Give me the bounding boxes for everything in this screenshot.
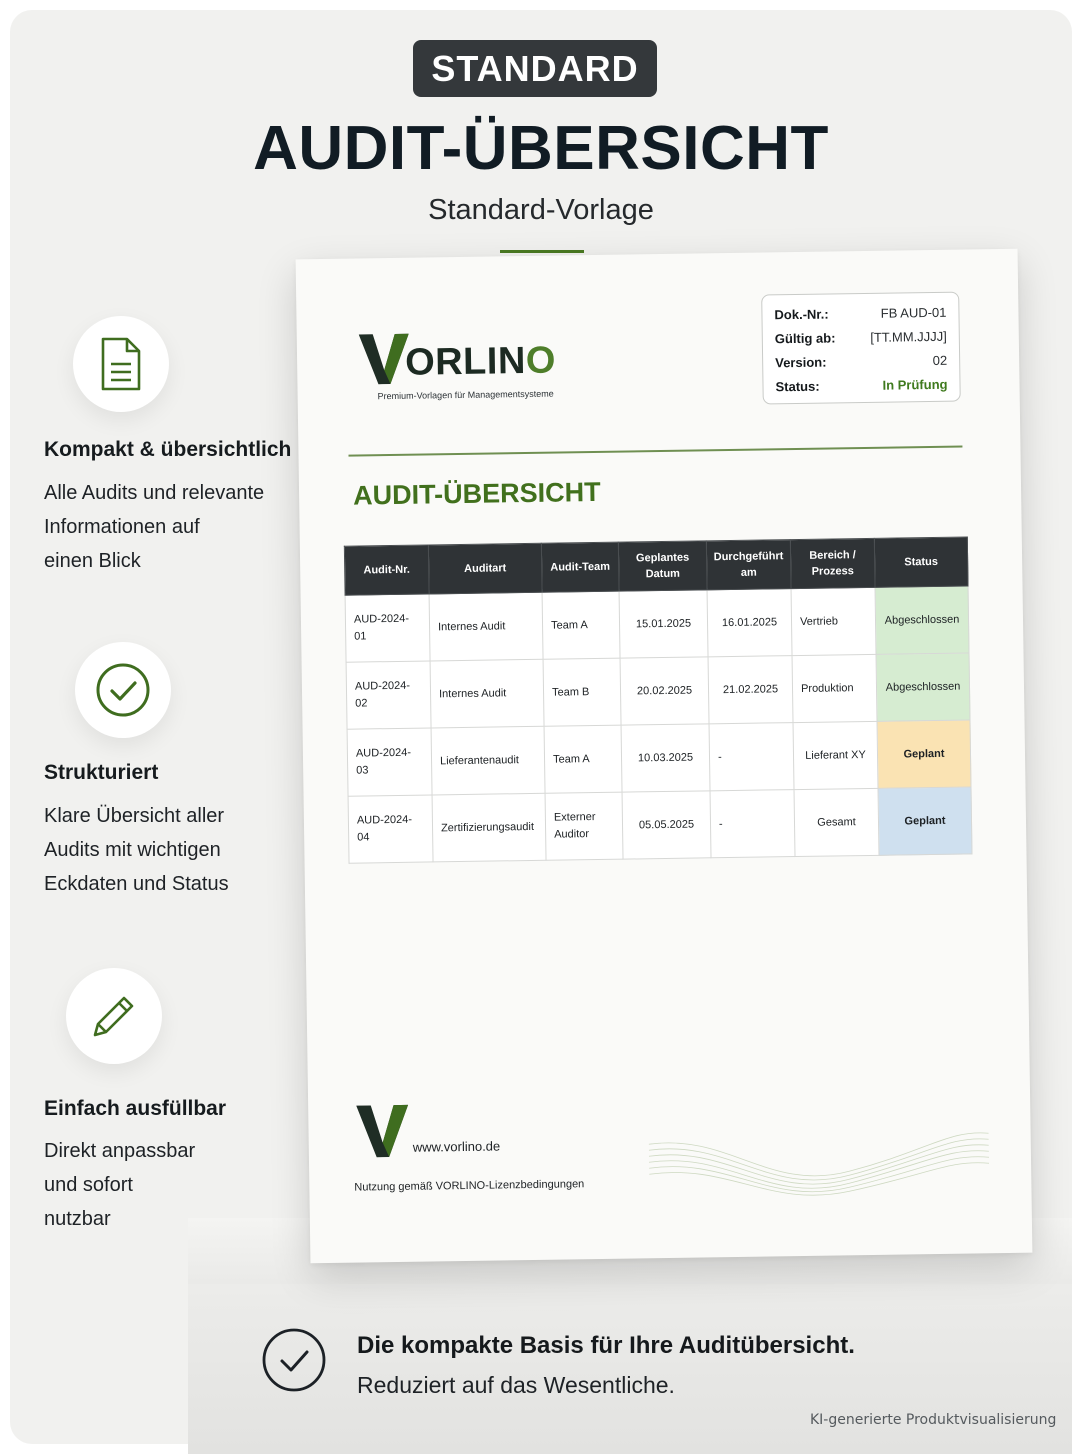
column-header: Durchgeführt am: [706, 540, 791, 590]
table-cell: Internes Audit: [430, 659, 544, 728]
table-cell: Produktion: [792, 654, 877, 722]
bottom-title: Die kompakte Basis für Ihre Auditübersicht.: [357, 1332, 855, 1359]
table-cell: AUD-2024-01: [345, 594, 430, 662]
table-cell: 10.03.2025: [621, 724, 710, 792]
table-row: [346, 653, 970, 729]
meta-row-doc-no: [774, 305, 946, 330]
status-cell: Geplant: [877, 720, 971, 788]
meta-value: [TT.MM.JJJJ]: [870, 328, 947, 345]
status-cell: Geplant: [878, 787, 972, 855]
feature-desc-line: Klare Übersicht aller: [44, 805, 225, 827]
document-heading: AUDIT-ÜBERSICHT: [352, 476, 601, 511]
table-cell: 16.01.2025: [707, 589, 792, 657]
table-cell: Lieferant XY: [793, 721, 878, 789]
column-header: Audit-Nr.: [344, 545, 429, 595]
meta-status-value: In Prüfung: [882, 376, 948, 393]
document-preview: [296, 249, 1033, 1264]
meta-label: Status:: [775, 378, 820, 395]
meta-value: FB AUD-01: [880, 304, 947, 321]
feature-title-fillable: Einfach ausfüllbar: [44, 1097, 227, 1120]
feature-desc-line: Informationen auf: [44, 516, 200, 538]
document-icon: [73, 316, 169, 412]
edition-badge: STANDARD: [413, 40, 657, 97]
check-circle-icon: [261, 1327, 327, 1393]
title-divider: [500, 250, 584, 253]
page-title: AUDIT-ÜBERSICHT: [253, 114, 829, 183]
meta-label: Gültig ab:: [774, 330, 836, 347]
table-row: [345, 586, 969, 662]
feature-desc-line: Alle Audits und relevante: [44, 482, 265, 504]
footer-url: www.vorlino.de: [412, 1138, 501, 1155]
table-cell: Team B: [543, 658, 621, 726]
footer-license: Nutzung gemäß VORLINO-Lizenzbedingungen: [354, 1178, 585, 1194]
meta-label: Dok.-Nr.:: [774, 306, 829, 323]
feature-desc-structured: [44, 799, 294, 901]
vorlino-logo-mark: [359, 332, 410, 387]
logo-tagline: Premium-Vorlagen für Managementsysteme: [377, 388, 554, 402]
table-cell: Lieferantenaudit: [431, 726, 545, 795]
meta-row-valid: [775, 329, 947, 354]
pencil-icon: [66, 968, 162, 1064]
meta-value: 02: [932, 352, 948, 368]
table-cell: -: [710, 790, 795, 858]
table-cell: 05.05.2025: [622, 791, 711, 859]
status-cell: Abgeschlossen: [876, 653, 970, 721]
ai-disclaimer: KI-generierte Produktvisualisierung: [810, 1412, 1057, 1428]
column-header: Bereich / Prozess: [790, 538, 875, 588]
bottom-subtitle: Reduziert auf das Wesentliche.: [357, 1372, 675, 1398]
logo-text-accent: O: [525, 339, 557, 383]
feature-title-structured: Strukturiert: [44, 761, 159, 784]
table-cell: 15.01.2025: [619, 590, 708, 658]
audit-table: [344, 536, 973, 863]
table-cell: AUD-2024-04: [348, 795, 433, 863]
feature-desc-line: Eckdaten und Status: [44, 873, 229, 895]
vorlino-logo-text: [405, 340, 556, 385]
decorative-wave: [648, 1119, 989, 1214]
feature-desc-line: Direkt anpassbar: [44, 1140, 196, 1162]
table-cell: 20.02.2025: [620, 657, 709, 725]
page-subtitle: Standard-Vorlage: [428, 194, 654, 226]
meta-label: Version:: [775, 354, 827, 371]
column-header: Auditart: [428, 543, 542, 594]
column-header: Audit-Team: [541, 542, 619, 592]
table-cell: AUD-2024-02: [346, 661, 431, 729]
table-cell: Gesamt: [794, 788, 879, 856]
vorlino-footer-logo: [356, 1103, 409, 1160]
feature-desc-line: nutzbar: [44, 1208, 111, 1230]
table-cell: Vertrieb: [791, 587, 876, 655]
table-cell: -: [709, 723, 794, 791]
table-row: [348, 787, 972, 863]
meta-row-status: [775, 377, 947, 402]
column-header: Status: [874, 537, 968, 587]
feature-desc-compact: [44, 476, 294, 578]
check-circle-icon: [75, 642, 171, 738]
meta-row-version: [775, 353, 947, 378]
feature-desc-line: einen Blick: [44, 550, 141, 572]
table-row: [347, 720, 971, 796]
table-cell: Externer Auditor: [545, 792, 623, 860]
table-cell: Internes Audit: [429, 592, 543, 661]
column-header: Geplantes Datum: [618, 541, 707, 591]
feature-desc-line: und sofort: [44, 1174, 133, 1196]
table-cell: AUD-2024-03: [347, 728, 432, 796]
table-cell: Team A: [544, 725, 622, 793]
document-divider: [348, 446, 962, 457]
table-cell: Zertifizierungsaudit: [432, 793, 546, 862]
table-cell: 21.02.2025: [708, 656, 793, 724]
feature-title-compact: Kompakt & übersichtlich: [44, 438, 292, 461]
logo-text-part: ORLIN: [404, 340, 527, 384]
status-cell: Abgeschlossen: [875, 586, 969, 654]
table-cell: Team A: [542, 591, 620, 659]
document-meta-box: [761, 292, 961, 405]
feature-desc-line: Audits mit wichtigen: [44, 839, 221, 861]
